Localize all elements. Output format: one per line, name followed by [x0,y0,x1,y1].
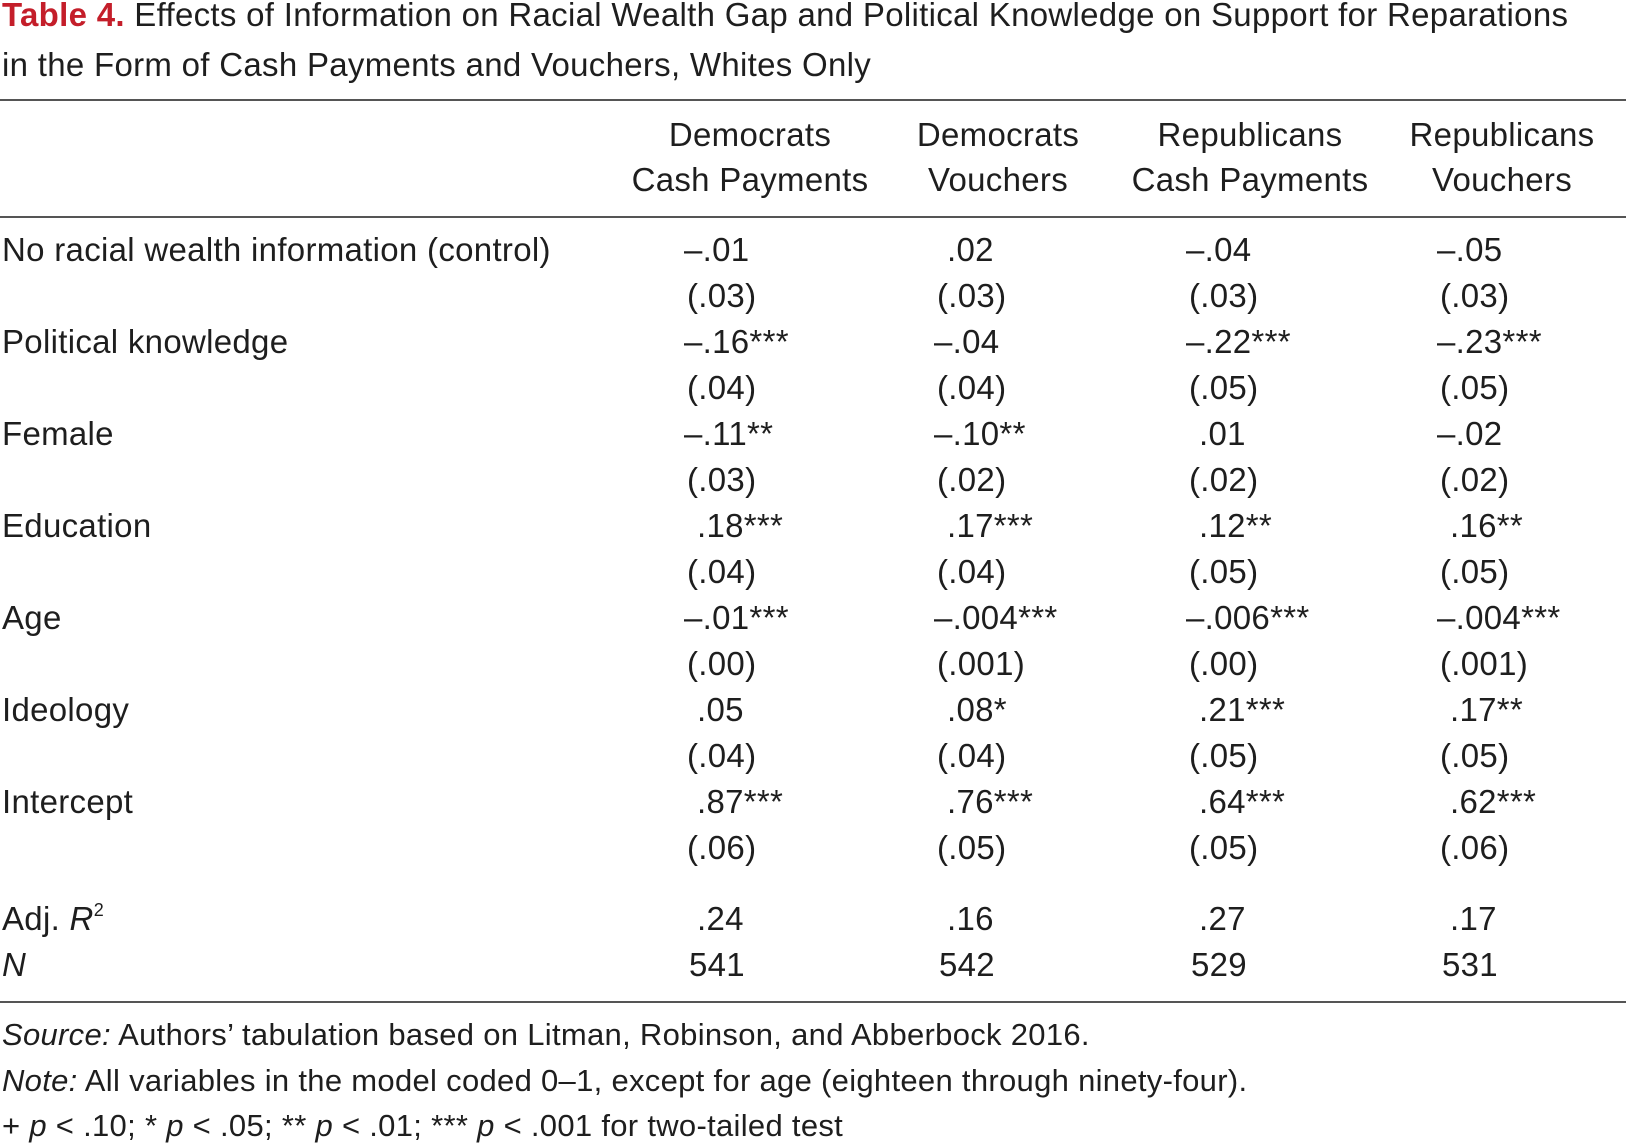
standard-error-cell: (.001) [937,645,1026,682]
standard-error-cell: (.03) [687,461,757,498]
row-label: Intercept [2,783,134,820]
column-header-line1: Republicans [1409,116,1595,153]
column-header-line1: Democrats [916,116,1080,153]
standard-error-cell: (.06) [687,829,757,866]
coefficient-cell: .02 [947,231,994,268]
standard-error-cell: (.05) [1440,553,1510,590]
column-header-line2: Vouchers [1432,161,1572,198]
standard-error-cell: (.04) [687,553,757,590]
sig-p: p [29,1108,47,1143]
n-cell: 542 [939,946,995,983]
bottom-rule [0,1001,1626,1003]
standard-error-cell: (.05) [1440,369,1510,406]
adjr2-label-var: R [69,900,94,937]
sig-threshold: < .05; [183,1108,282,1143]
row-label: Female [2,415,114,452]
standard-error-cell: (.03) [1440,277,1510,314]
standard-error-cell: (.05) [1189,737,1259,774]
n-cell: 531 [1442,946,1498,983]
significance-note [2,1103,843,1148]
row-label: Education [2,507,152,544]
standard-error-cell: (.05) [937,829,1007,866]
adjr2-label-sup: 2 [93,900,104,920]
source-note [2,1012,1090,1057]
coefficient-cell: –.23*** [1437,323,1542,360]
column-header-line1: Democrats [668,116,832,153]
table-caption [2,0,1602,90]
standard-error-cell: (.05) [1189,829,1259,866]
row-label: Political knowledge [2,323,289,360]
standard-error-cell: (.00) [1189,645,1259,682]
standard-error-cell: (.04) [937,369,1007,406]
standard-error-cell: (.001) [1440,645,1529,682]
coefficient-cell: .87*** [697,783,784,820]
coefficient-cell: –.16*** [684,323,789,360]
n-cell: 541 [689,946,745,983]
coefficient-cell: .62*** [1450,783,1537,820]
standard-error-cell: (.02) [1189,461,1259,498]
standard-error-cell: (.04) [937,553,1007,590]
row-label: No racial wealth information (control) [2,231,551,268]
coefficient-cell: .16** [1450,507,1524,544]
standard-error-cell: (.06) [1440,829,1510,866]
standard-error-cell: (.04) [687,369,757,406]
adjr2-cell: .17 [1450,900,1497,937]
coefficient-cell: –.004*** [934,599,1058,636]
adjr2-label [2,896,104,941]
table-number: Table 4. [2,0,125,33]
column-header-line2: Cash Payments [631,161,869,198]
n-cell: 529 [1191,946,1247,983]
coefficient-cell: .17** [1450,691,1524,728]
sig-symbol: *** [431,1108,478,1143]
sig-threshold: < .10; [46,1108,145,1143]
note-label: Note: [2,1063,78,1098]
coefficient-cell: –.01 [684,231,750,268]
coefficient-cell: –.22*** [1186,323,1291,360]
sig-symbol: * [144,1108,167,1143]
variable-note [2,1058,1247,1103]
coefficient-cell: .17*** [947,507,1034,544]
coefficient-cell: .12** [1199,507,1273,544]
standard-error-cell: (.05) [1189,553,1259,590]
standard-error-cell: (.02) [1440,461,1510,498]
header-rule [0,216,1626,218]
adjr2-cell: .16 [947,900,994,937]
row-label: Age [2,599,62,636]
standard-error-cell: (.00) [687,645,757,682]
coefficient-cell: .76*** [947,783,1034,820]
sig-symbol: ** [281,1108,316,1143]
coefficient-cell: –.04 [1186,231,1252,268]
note-text: All variables in the model coded 0–1, except for age (eighteen through ninety-four). [77,1063,1248,1098]
adjr2-cell: .24 [697,900,744,937]
sig-threshold: < .001 for two-tailed test [494,1108,844,1143]
source-label: Source: [2,1017,111,1052]
coefficient-cell: –.05 [1437,231,1503,268]
coefficient-cell: –.01*** [684,599,789,636]
coefficient-cell: –.004*** [1437,599,1561,636]
row-label: Ideology [2,691,130,728]
n-label: N [2,946,27,983]
column-header-line2: Vouchers [928,161,1068,198]
table-title: Effects of Information on Racial Wealth Gap and Political Knowledge on Support for Reparations in the Form of Cash Payments and Vouchers, Whites Only [2,0,1569,83]
coefficient-cell: .18*** [697,507,784,544]
standard-error-cell: (.03) [687,277,757,314]
coefficient-cell: –.10** [934,415,1026,452]
column-header-line1: Republicans [1157,116,1343,153]
source-text: Authors’ tabulation based on Litman, Robinson, and Abberbock 2016. [110,1017,1090,1052]
column-header-rep-cash [1094,112,1406,202]
column-header-line2: Cash Payments [1131,161,1369,198]
standard-error-cell: (.03) [937,277,1007,314]
sig-symbol: + [2,1108,30,1143]
column-header-rep-vouchers [1370,112,1626,202]
standard-error-cell: (.04) [937,737,1007,774]
coefficient-cell: –.006*** [1186,599,1310,636]
standard-error-cell: (.05) [1189,369,1259,406]
sig-p: p [166,1108,184,1143]
sig-p: p [477,1108,495,1143]
coefficient-cell: .21*** [1199,691,1286,728]
column-header-dem-cash [594,112,906,202]
adjr2-label-prefix: Adj. [2,900,70,937]
coefficient-cell: –.04 [934,323,1000,360]
standard-error-cell: (.05) [1440,737,1510,774]
coefficient-cell: .64*** [1199,783,1286,820]
standard-error-cell: (.04) [687,737,757,774]
coefficient-cell: .08* [947,691,1007,728]
coefficient-cell: .01 [1199,415,1246,452]
top-rule [0,99,1626,101]
column-header-dem-vouchers [868,112,1128,202]
coefficient-cell: .05 [697,691,744,728]
coefficient-cell: –.02 [1437,415,1503,452]
sig-p: p [315,1108,334,1143]
standard-error-cell: (.03) [1189,277,1259,314]
adjr2-cell: .27 [1199,900,1246,937]
standard-error-cell: (.02) [937,461,1007,498]
sig-threshold: < .01; [333,1108,432,1143]
coefficient-cell: –.11** [684,415,774,452]
